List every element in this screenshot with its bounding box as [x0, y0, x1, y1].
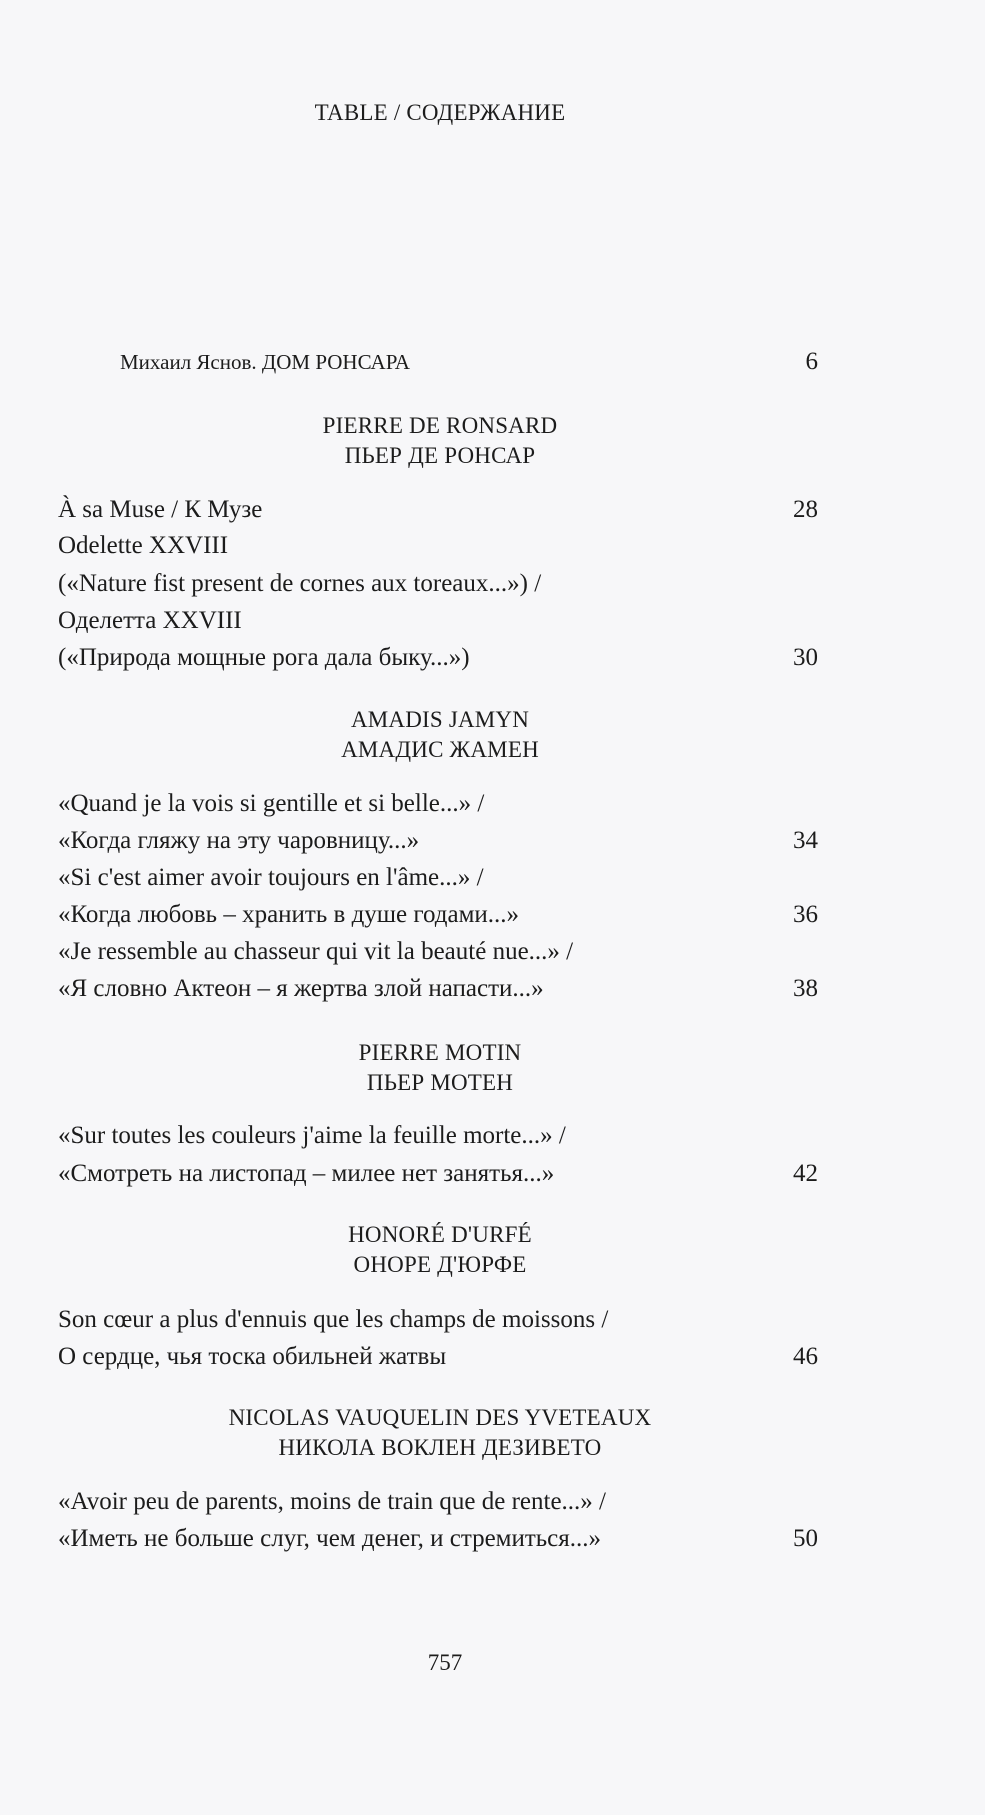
section-author-ru: АМАДИС ЖАМЕН: [341, 737, 539, 762]
toc-entry: («Nature fist present de cornes aux toreaux...») /: [58, 570, 542, 597]
toc-entry: «Смотреть на листопад – милее нет занятья...»: [58, 1160, 555, 1187]
toc-entry: «Иметь не больше слуг, чем денег, и стремиться...»: [58, 1525, 602, 1552]
toc-entry: «Когда гляжу на эту чаровницу...»: [58, 827, 420, 854]
toc-entry: «Sur toutes les couleurs j'aime la feuille morte...» /: [58, 1122, 566, 1149]
toc-entry: «Я словно Актеон – я жертва злой напасти...»: [58, 975, 544, 1002]
bleed-through-text: [470, 70, 475, 93]
section-author-fr: NICOLAS VAUQUELIN DES YVETEAUX: [228, 1405, 652, 1430]
toc-entry: À sa Muse / К Музе: [58, 496, 263, 523]
intro-text: Михаил Яснов. ДОМ РОНСАРА: [120, 350, 410, 374]
section-author-ru: НИКОЛА ВОКЛЕН ДЕЗИВЕТО: [278, 1435, 602, 1460]
section-author-ru: ПЬЕР МОТЕН: [366, 1070, 514, 1095]
page-title: TABLE / СОДЕРЖАНИЕ: [314, 100, 566, 125]
toc-entry: Odelette XXVIII: [58, 532, 229, 559]
intro-page-number: 6: [805, 348, 818, 375]
toc-entry: «Quand je la vois si gentille et si belle...» /: [58, 790, 485, 817]
page-folio: 757: [427, 1650, 463, 1675]
toc-entry: «Je ressemble au chasseur qui vit la beauté nue...» /: [58, 938, 574, 965]
section-author-ru: ОНОРЕ Д'ЮРФЕ: [353, 1252, 527, 1277]
toc-entry: О сердце, чья тоска обильней жатвы: [58, 1343, 447, 1370]
toc-entry: («Природа мощные рога дала быку...»): [58, 644, 470, 671]
toc-page-number: 42: [793, 1160, 818, 1187]
toc-entry: «Avoir peu de parents, moins de train que de rente...» /: [58, 1488, 606, 1515]
toc-page-number: 34: [793, 827, 818, 854]
toc-entry: «Si c'est aimer avoir toujours en l'âme...» /: [58, 864, 484, 891]
toc-entry: Оделетта XXVIII: [58, 607, 242, 634]
section-author-fr: AMADIS JAMYN: [350, 707, 530, 732]
toc-page-number: 46: [793, 1343, 818, 1370]
toc-page-number: 38: [793, 975, 818, 1002]
toc-entry: Son cœur a plus d'ennuis que les champs de moissons /: [58, 1306, 609, 1333]
toc-page-number: 36: [793, 901, 818, 928]
section-author-fr: PIERRE DE RONSARD: [322, 413, 558, 438]
section-author-ru: ПЬЕР ДЕ РОНСАР: [344, 443, 536, 468]
section-author-fr: HONORÉ D'URFÉ: [348, 1222, 532, 1247]
toc-page-number: 30: [793, 644, 818, 671]
toc-page-number: 28: [793, 496, 818, 523]
intro-entry: [120, 344, 818, 380]
toc-page-number: 50: [793, 1525, 818, 1552]
section-author-fr: PIERRE MOTIN: [358, 1040, 522, 1065]
toc-entry: «Когда любовь – хранить в душе годами...»: [58, 901, 520, 928]
